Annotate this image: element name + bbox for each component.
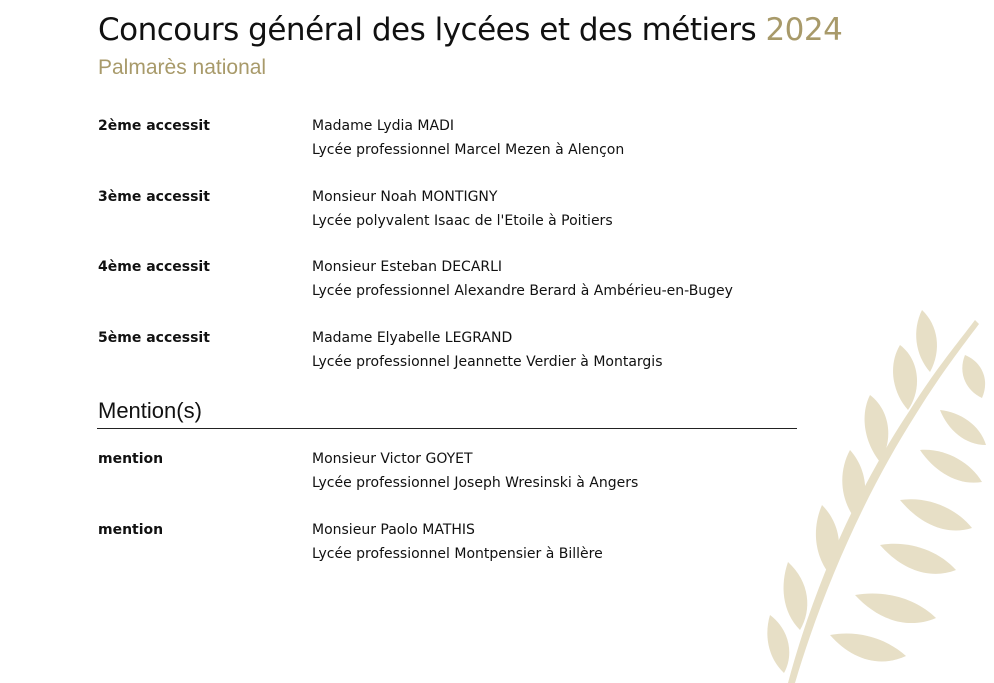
laurel-branch-icon: [760, 300, 994, 683]
award-rank: mention: [98, 451, 164, 467]
laureate-school: Lycée professionnel Joseph Wresinski à Angers: [312, 475, 639, 491]
list-item: [98, 187, 798, 237]
laureate-name: Monsieur Paolo MATHIS: [312, 522, 475, 538]
award-rank: 4ème accessit: [98, 259, 210, 275]
award-rank: 5ème accessit: [98, 330, 210, 346]
page-subtitle: Palmarès national: [98, 56, 267, 79]
laureate-name: Monsieur Noah MONTIGNY: [312, 189, 498, 205]
laureate-school: Lycée professionnel Jeannette Verdier à Montargis: [312, 354, 663, 370]
title-text: Concours général des lycées et des métiers: [98, 12, 757, 48]
list-item: [98, 449, 798, 499]
laureate-school: Lycée professionnel Alexandre Berard à Ambérieu-en-Bugey: [312, 283, 733, 299]
list-item: [98, 520, 798, 570]
title-year: 2024: [765, 12, 843, 48]
laureate-school: Lycée polyvalent Isaac de l'Etoile à Poitiers: [312, 213, 613, 229]
laureate-name: Madame Elyabelle LEGRAND: [312, 330, 513, 346]
award-rank: 3ème accessit: [98, 189, 210, 205]
list-item: [98, 328, 798, 378]
section-divider: [97, 428, 797, 429]
award-rank: 2ème accessit: [98, 118, 210, 134]
laureate-name: Madame Lydia MADI: [312, 118, 454, 134]
list-item: [98, 116, 798, 166]
section-title-mentions: Mention(s): [98, 398, 202, 423]
laureate-school: Lycée professionnel Marcel Mezen à Alençon: [312, 142, 625, 158]
award-rank: mention: [98, 522, 164, 538]
page-title: [98, 10, 842, 50]
list-item: [98, 257, 798, 307]
laureate-school: Lycée professionnel Montpensier à Billère: [312, 546, 603, 562]
laureate-name: Monsieur Esteban DECARLI: [312, 259, 503, 275]
laureate-name: Monsieur Victor GOYET: [312, 451, 473, 467]
